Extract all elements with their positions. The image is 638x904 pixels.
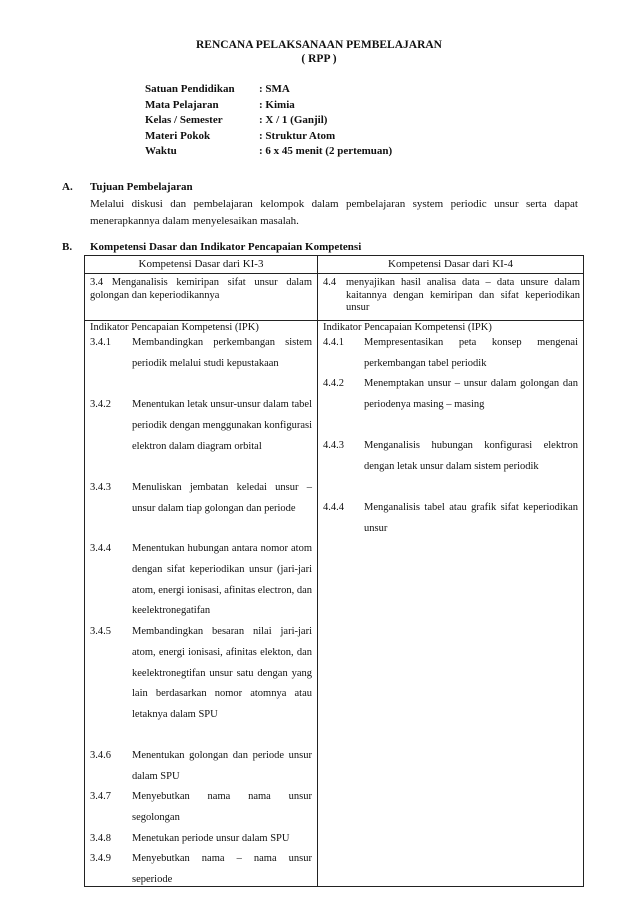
ipk-code: 3.4.8 bbox=[90, 833, 111, 844]
ipk-text: Menganalisis hubungan konfigurasi elektron dengan letak unsur dalam sistem periodik bbox=[364, 440, 578, 472]
ipk-code: 4.4.1 bbox=[323, 337, 344, 348]
ipk-code: 4.4.3 bbox=[323, 440, 344, 451]
ipk-text: Menyebutkan nama nama unsur segolongan bbox=[132, 791, 312, 823]
ipk-code: 3.4.2 bbox=[90, 399, 111, 410]
column-header-ki4: Kompetensi Dasar dari KI-4 bbox=[388, 258, 513, 270]
ipk-text: Menganalisis tabel atau grafik sifat keperiodikan unsur bbox=[364, 502, 578, 534]
kd-ki4-text: menyajikan hasil analisa data – data unsure dalam kaitannya dengan kemiripan dan sifat keperiodikan unsur bbox=[346, 277, 580, 313]
identity-label: Waktu bbox=[145, 145, 177, 157]
ipk-code: 4.4.2 bbox=[323, 378, 344, 389]
section-title: Kompetensi Dasar dan Indikator Pencapaian Kompetensi bbox=[90, 241, 362, 253]
identity-label: Materi Pokok bbox=[145, 129, 211, 142]
document-title: RENCANA PELAKSANAAN PEMBELAJARAN bbox=[196, 39, 442, 51]
ipk-text: Mempresentasikan peta konsep mengenai perkembangan tabel periodik bbox=[364, 337, 578, 369]
identity-value: : Kimia bbox=[259, 98, 295, 111]
ipk-left-header: Indikator Pencapaian Kompetensi (IPK) bbox=[90, 322, 259, 333]
identity-label: Kelas / Semester bbox=[145, 114, 223, 126]
ipk-text: Menemptakan unsur – unsur dalam golongan dan periodenya masing – masing bbox=[364, 378, 578, 410]
competency-table bbox=[84, 255, 584, 887]
kd-ki3-text: 3.4 Menganalisis kemiripan sifat unsur dalam golongan dan keperiodikannya bbox=[90, 277, 312, 301]
section-letter: B. bbox=[62, 241, 73, 253]
column-divider bbox=[317, 256, 318, 886]
ipk-right-header: Indikator Pencapaian Kompetensi (IPK) bbox=[323, 322, 492, 333]
identity-value: : 6 x 45 menit (2 pertemuan) bbox=[259, 145, 393, 157]
row-divider bbox=[85, 273, 583, 274]
ipk-code: 3.4.1 bbox=[90, 337, 111, 348]
section-title: Tujuan Pembelajaran bbox=[90, 181, 193, 193]
ipk-code: 3.4.5 bbox=[90, 626, 111, 637]
row-divider bbox=[85, 320, 583, 321]
identity-label: Satuan Pendidikan bbox=[145, 83, 235, 95]
identity-value: : SMA bbox=[259, 83, 290, 95]
ipk-code: 3.4.6 bbox=[90, 750, 111, 761]
identity-label: Mata Pelajaran bbox=[145, 98, 219, 111]
identity-value: : X / 1 (Ganjil) bbox=[259, 114, 328, 126]
learning-objective-text: Melalui diskusi dan pembelajaran kelompok dalam pembelajaran system periodic unsur serta dapat menerapkannya dalam menyelesaikan masalah. bbox=[90, 198, 578, 227]
ipk-text: Membandingkan perkembangan sistem periodik melalui studi kepustakaan bbox=[132, 337, 312, 369]
ipk-text: Menentukan letak unsur-unsur dalam tabel periodik dengan menggunakan konfigurasi elektron dalam diagram orbital bbox=[132, 399, 312, 452]
document-subtitle: ( RPP ) bbox=[301, 53, 337, 65]
ipk-text: Menyebutkan nama – nama unsur seperiode bbox=[132, 853, 312, 885]
ipk-text: Menentukan hubungan antara nomor atom dengan sifat keperiodikan unsur (jari-jari atom, energi ionisasi, afinitas electron, dan keelektronegatifan bbox=[132, 543, 313, 617]
ipk-text: Membandingkan besaran nilai jari-jari atom, energi ionisasi, afinitas elekton, dan keelektronegtifan unsur satu dengan yang lain berdasarkan nomor atomnya atau letaknya dalam SPU bbox=[132, 626, 312, 721]
ipk-code: 3.4.3 bbox=[90, 482, 111, 493]
ipk-text: Menentukan golongan dan periode unsur dalam SPU bbox=[132, 750, 312, 782]
ipk-code: 3.4.9 bbox=[90, 853, 111, 864]
ipk-text: Menuliskan jembatan keledai unsur – unsur dalam tiap golongan dan periode bbox=[132, 482, 312, 514]
identity-value: : Struktur Atom bbox=[259, 129, 336, 142]
ipk-text: Menetukan periode unsur dalam SPU bbox=[132, 833, 290, 844]
ipk-code: 4.4.4 bbox=[323, 502, 344, 513]
column-header-ki3: Kompetensi Dasar dari KI-3 bbox=[138, 258, 264, 270]
section-letter: A. bbox=[62, 181, 73, 193]
kd-ki4-code: 4.4 bbox=[323, 277, 337, 288]
ipk-code: 3.4.4 bbox=[90, 543, 111, 554]
ipk-code: 3.4.7 bbox=[90, 791, 111, 802]
